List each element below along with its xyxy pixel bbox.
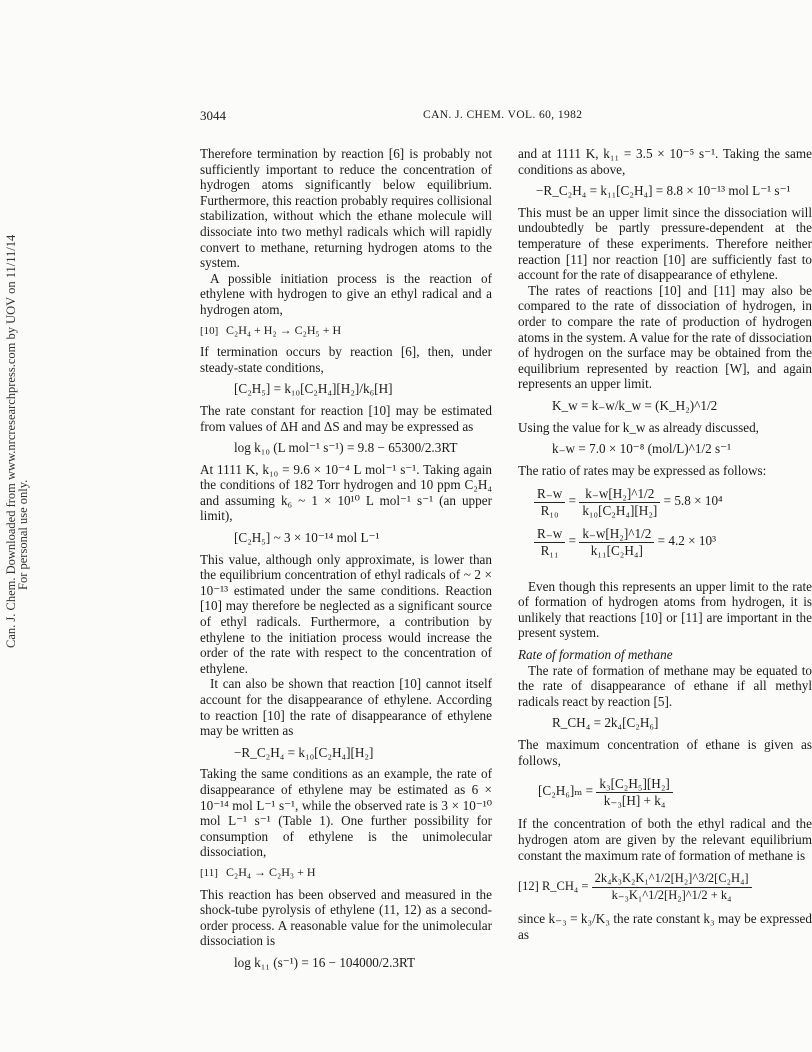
equation: [C₂H₅] = k₁₀[C₂H₄][H₂]/k₆[H] xyxy=(234,381,393,397)
paragraph: The rates of reactions [10] and [11] may also be compared to the rate of dissociation of hydrogen, in order to compare the rate of production of hydrogen atoms in the system. A value for the rate of dissociation of hydrogen on the surface may be obtained from the equilibrium represented by reaction [W], and again represents an upper limit. xyxy=(518,282,812,392)
section-heading: Rate of formation of methane xyxy=(518,647,673,663)
download-notice-line-1: Can. J. Chem. Downloaded from www.nrcresearchpress.com by UOV on 11/11/14 xyxy=(4,234,18,648)
ethane-max-equation xyxy=(518,776,812,808)
fraction: $\frac{\text{k₋w[H₂]\textasciicircum{}1/2}}{\text{k₁₁[C₂H₄]}}$ xyxy=(579,526,654,558)
fraction: $\frac{R_-w}{\text{R₁₀}}$ xyxy=(534,486,565,518)
reaction-10 xyxy=(200,323,492,340)
page-number: 3044 xyxy=(200,108,226,123)
left-column xyxy=(200,146,492,977)
equation-value: = 4.2 × 10³ xyxy=(657,533,717,549)
paragraph: This must be an upper limit since the dissociation will undoubtedly be partly pressure-dependent at the temperature of these experiments. Therefore neither reaction [11] nor reaction [10] are sufficiently fast to account for the rate of disappearance of ethylene. xyxy=(518,204,812,283)
equation-value: = 5.8 × 10⁴ xyxy=(663,493,723,509)
reaction-number: [10] xyxy=(200,324,219,337)
paragraph: This reaction has been observed and measured in the shock-tube pyrolysis of ethylene (11, 12) as a second-order process. A reasonable value for the unimolecular dissociation is xyxy=(200,886,492,949)
fraction: $\frac{\text{k₃[C₂H₅][H₂]}}{\text{k₋₃[H] + k₄}}$ xyxy=(596,776,672,808)
paragraph: If the concentration of both the ethyl radical and the hydrogen atom are given by the relevant equilibrium constant the maximum rate of formation of methane is xyxy=(518,816,812,863)
equation: −R_C₂H₄ = k₁₁[C₂H₄] = 8.8 × 10⁻¹³ mol L⁻¹ s⁻¹ xyxy=(536,183,791,199)
download-notice-line-2: For personal use only. xyxy=(16,479,30,590)
paragraph: since k₋₃ = k₃/K₃ the rate constant k₃ may be expressed as xyxy=(518,911,812,942)
rate-ratio-equation-1: $\frac{R_-w}{\text{R₁₀}}$ = $\frac{\text{k₋w[H₂]\textasciicircum{}1/2}}{\text{k₁₀[C₂H₄][H₂]}}$ = 5.8 × 10⁴ xyxy=(518,486,812,518)
paragraph: This value, although only approximate, is lower than the equilibrium concentration of ethyl radicals of ~ 2 × 10⁻¹³ estimated under the same conditions. Reaction [10] may therefore be neglected as a significant source of ethyl radicals. Furthermore, a contribution by ethylene to the initiation process would increase the order of the rate with respect to the concentration of ethylene. xyxy=(200,551,492,676)
fraction: $\frac{R_-w}{\text{R₁₁}}$ xyxy=(534,526,565,558)
rate-ratio-equation-2: $\frac{R_-w}{\text{R₁₁}}$ = $\frac{\text{k₋w[H₂]\textasciicircum{}1/2}}{\text{k₁₁[C₂H₄]}}$ = 4.2 × 10³ xyxy=(518,526,812,558)
paragraph: Using the value for k_w as already discussed, xyxy=(518,419,759,435)
equation-number: [12] xyxy=(518,879,539,894)
paragraph: The maximum concentration of ethane is given as follows, xyxy=(518,737,812,768)
reaction-equation: C₂H₄ + H₂ → C₂H₅ + H xyxy=(226,322,342,337)
paragraph: At 1111 K, k₁₀ = 9.6 × 10⁻⁴ L mol⁻¹ s⁻¹. Taking again the conditions of 182 Torr hydrogen and 10 ppm C₂H₄ and assuming k₆ ~ 1 × 10¹⁰ L mol⁻¹ s⁻¹ (an upper limit), xyxy=(200,461,492,524)
paragraph: and at 1111 K, k₁₁ = 3.5 × 10⁻⁵ s⁻¹. Taking the same conditions as above, xyxy=(518,146,812,177)
paragraph: Even though this represents an upper limit to the rate of formation of hydrogen atoms from hydrogen, it is unlikely that reactions [10] or [11] are important in the present system. xyxy=(518,578,812,641)
equation: log k₁₁ (s⁻¹) = 16 − 104000/2.3RT xyxy=(234,954,416,970)
equation: log k₁₀ (L mol⁻¹ s⁻¹) = 9.8 − 65300/2.3RT xyxy=(234,440,458,456)
paragraph: The rate of formation of methane may be equated to the rate of disappearance of ethane if all methyl radicals react by reaction [5]. xyxy=(518,662,812,709)
page-header xyxy=(200,108,812,128)
fraction: $\frac{\text{k₋w[H₂]\textasciicircum{}1/2}}{\text{k₁₀[C₂H₄][H₂]}}$ xyxy=(579,486,660,518)
paragraph: Therefore termination by reaction [6] is probably not sufficiently important to reduce the concentration of hydrogen atoms significantly below equilibrium. Furthermore, this reaction probably requires collisional stabilization, without which the ethane molecule will dissociate into two methyl radicals which will rapidly convert to methane, returning hydrogen atoms to the system. xyxy=(200,146,492,271)
paragraph: It can also be shown that reaction [10] cannot itself account for the disappearance of ethylene. According to reaction [10] the rate of disappearance of ethylene may be written as xyxy=(200,676,492,739)
journal-citation: CAN. J. CHEM. VOL. 60, 1982 xyxy=(423,109,583,121)
right-column xyxy=(518,146,812,943)
reaction-equation: C₂H₄ → C₂H₃ + H xyxy=(226,864,316,879)
equation: [C₂H₅] ~ 3 × 10⁻¹⁴ mol L⁻¹ xyxy=(234,530,380,546)
paragraph: The ratio of rates may be expressed as follows: xyxy=(518,462,767,478)
paragraph: Taking the same conditions as an example, the rate of disappearance of ethylene may be estimated as 6 × 10⁻¹⁴ mol L⁻¹ s⁻¹, while the observed rate is 3 × 10⁻¹⁰ mol L⁻¹ s⁻¹ (Table 1). One further possibility for consumption of ethylene is the unimolecular dissociation, xyxy=(200,766,492,860)
reaction-number: [11] xyxy=(200,866,218,879)
paragraph: The rate constant for reaction [10] may be estimated from values of ΔH and ΔS and may be expressed as xyxy=(200,402,492,434)
reaction-11 xyxy=(200,865,492,882)
equation: −R_C₂H₄ = k₁₀[C₂H₄][H₂] xyxy=(234,744,374,760)
equation: K_w = k₋w/k_w = (K_H₂)^1/2 xyxy=(552,397,718,413)
paragraph: A possible initiation process is the reaction of ethylene with hydrogen to give an ethyl radical and a hydrogen atom, xyxy=(200,270,492,317)
equation: k₋w = 7.0 × 10⁻⁸ (mol/L)^1/2 s⁻¹ xyxy=(552,441,732,457)
equation-lhs: R_CH₄ = xyxy=(541,879,589,894)
equation: R_CH₄ = 2k₄[C₂H₆] xyxy=(552,715,659,731)
equation-lhs: [C₂H₆]ₘ = xyxy=(538,783,594,799)
equation-12 xyxy=(518,871,812,903)
paragraph: If termination occurs by reaction [6], then, under steady-state conditions, xyxy=(200,344,492,375)
fraction: $\frac{\text{2k₄k₃K₂K₁\textasciicircum{}1/2[H₂]\textasciicircum{}3/2[C₂H₄]}}{\text{k₋₃K₁\textasciicircum{}1/2[H₂]\textasciicircum{}1/2 + k₄}}$ xyxy=(592,871,752,903)
download-notice xyxy=(2,234,30,650)
